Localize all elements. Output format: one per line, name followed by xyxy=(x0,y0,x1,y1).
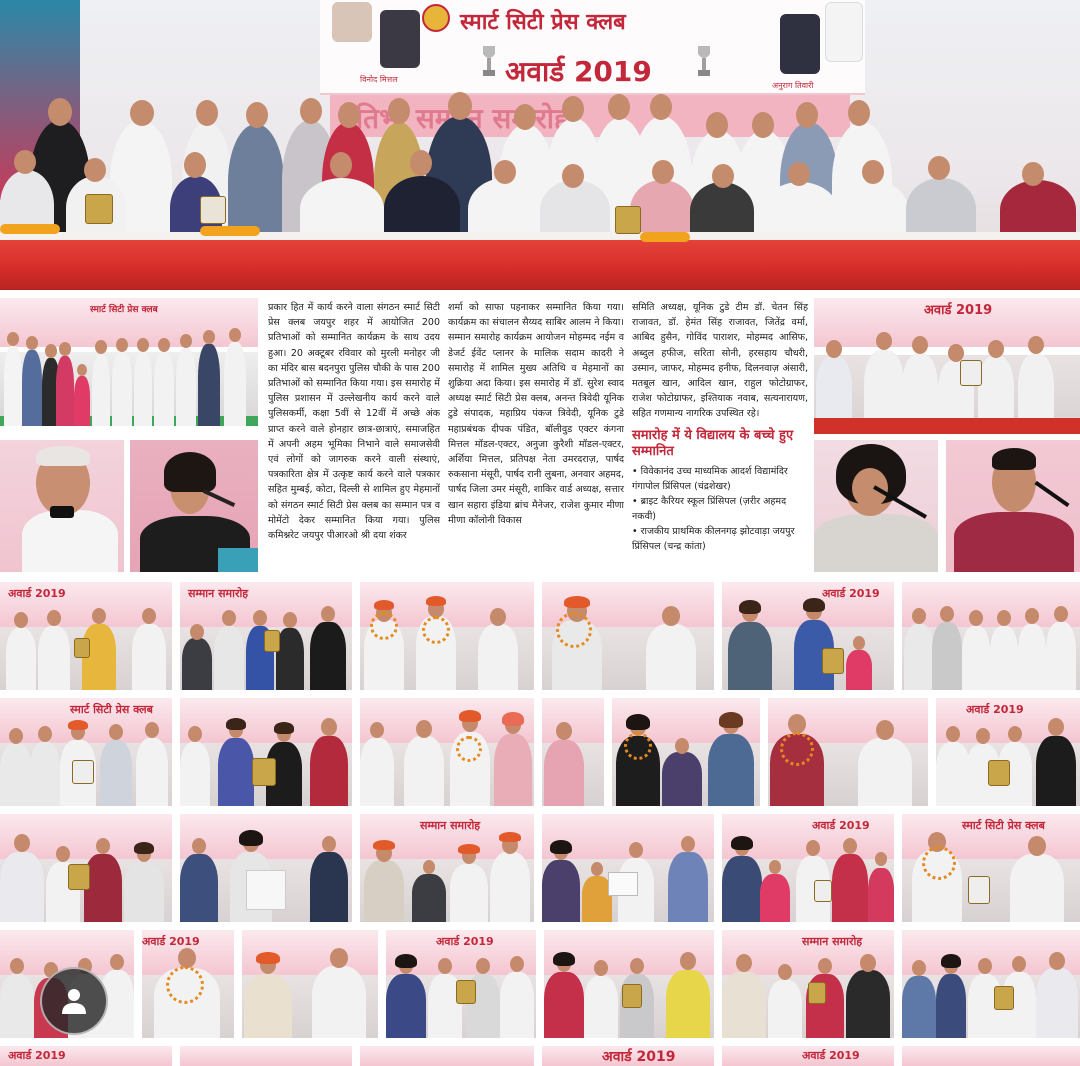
article-column-2 xyxy=(448,300,624,528)
banner-subtitle: प्रतिभा xyxy=(340,102,407,135)
article-text: समिति अध्यक्ष, यूनिक टुडे टीम डॉ. चेतन सिंह राजावत, डॉ. हेमंत सिंह राजावत, जितेंद्र वर्मा, आबिद हुसैन, गोविंद पाराशर, मोहम्मद आसिफ, अब्दुल हफीज, सरिता सोनी, हरसहाय चौधरी, उस्मान, जाफर, मोहम्मद हनीफ, दिलनवाज़ अंसारी, मतबूल खान, आदिल खान, राहुल फोटोग्राफर, राजेश फोटोग्राफर, इश्तियाक नवाब, सत्यनारायण, सहित गणमान्य नागरिक उपस्थित रहे। xyxy=(632,302,808,420)
speaker-photo-man-maroon xyxy=(946,440,1080,572)
thumb-banner-text: अवार्ड 2019 xyxy=(8,1049,66,1062)
group-photo-left xyxy=(0,298,258,426)
trophy-icon xyxy=(480,44,498,78)
thumb-photo xyxy=(902,1046,1080,1066)
banner-caption-right: अनुराग तिवारी xyxy=(772,81,814,90)
stage-table xyxy=(0,232,1080,290)
thumb-banner-text: अवार्ड 2019 xyxy=(602,1049,676,1065)
thumb-photo xyxy=(936,698,1080,806)
thumb-photo xyxy=(722,582,894,690)
banner-portrait xyxy=(380,10,420,68)
article-column-3 xyxy=(632,300,808,554)
thumb-photo xyxy=(360,814,534,922)
thumb-photo xyxy=(542,582,714,690)
bullet-item: • राजकीय प्राथमिक कीलनगढ़ झोटवाड़ा जयपुर प्रिंसिपल (चन्द्र कांता) xyxy=(632,525,795,552)
banner-award: अवार्ड 2019 xyxy=(505,55,652,88)
thumb-photo xyxy=(902,930,1080,1038)
thumb-photo xyxy=(180,582,352,690)
thumb-photo xyxy=(360,582,534,690)
thumb-photo xyxy=(180,814,352,922)
thumb-photo xyxy=(0,582,172,690)
thumb-photo xyxy=(0,814,172,922)
thumb-photo xyxy=(902,582,1080,690)
article-text: शर्मा को साफा पहनाकर सम्मानित किया गया। कार्यक्रम का संचालन सैय्यद साबिर आलम ने किया। सम्मान समारोह कार्यक्रम आयोजन मोहम्मद नईम व डेजर्ट ईवेंट प्लानर के मालिक सदाम कादरी ने समारोह में शामिल मुख्य अतिथि व मेहमानों का शुक्रिया अदा किया। इस समारोह में डॉ. सुरेश स्वाद अध्यक्ष स्मार्ट सिटी प्रेस क्लब, अनन्त त्रिवेदी यूनिक टुडे संपादक, महाप्रिय पंकज त्रिवेदी, यूनिक टुडे महाप्रबंधक दीपक पंडित, बॉलीवुड एक्टर कंगना मित्तल मॉडल-एक्टर, अनुजा कुरैशी मॉडल-एक्टर, अर्शिया मित्तल, प्रतिपक्ष नेता उमरदराज़, पार्षद रुकसाना मंसूरी, पार्षद रानी लुबना, अनवार अहमद, पार्षद जिला उमर मंसूरी, शाकिर वार्ड अध्यक्ष, सत्तार खान सहारा इंडिया ब्रांच मैनेजर, राजेश कुमार मीणा मीणा कॉलोनी विकास xyxy=(448,302,624,526)
thumb-photo xyxy=(542,1046,714,1066)
event-banner xyxy=(320,0,865,95)
thumb-banner-text: अवार्ड 2019 xyxy=(142,935,200,948)
section-subheading: समारोह में ये विद्यालय के बच्चे हुए सम्मानित xyxy=(632,427,794,459)
banner-caption-left: विनोद मित्तल xyxy=(360,75,398,84)
thumb-banner-text: स्मार्ट सिटी प्रेस क्लब xyxy=(70,703,153,716)
thumb-photo xyxy=(768,698,928,806)
thumb-banner-text: अवार्ड 2019 xyxy=(822,587,880,600)
thumb-banner-text: स्मार्ट सिटी प्रेस क्लब xyxy=(90,305,158,315)
person-icon xyxy=(57,984,91,1018)
thumb-photo xyxy=(242,930,378,1038)
speaker-photo-elder xyxy=(0,440,124,572)
thumb-photo xyxy=(722,1046,894,1066)
bullet-item: • विवेकानंद उच्च माध्यमिक आदर्श विद्यामंदिर गंगापोल प्रिंसिपल (चंद्रशेखर) xyxy=(632,465,788,492)
thumb-photo xyxy=(542,814,714,922)
banner-portrait xyxy=(332,2,372,42)
hero-group-photo xyxy=(0,0,1080,290)
speaker-photo-man-long-hair xyxy=(814,440,938,572)
thumb-banner-text: सम्मान समारोह xyxy=(802,935,863,948)
thumb-banner-text: अवार्ड 2019 xyxy=(436,935,494,948)
thumb-banner-text: अवार्ड 2019 xyxy=(8,587,66,600)
club-logo-icon xyxy=(422,4,450,32)
thumb-photo xyxy=(612,698,760,806)
thumb-photo xyxy=(542,698,604,806)
thumb-photo xyxy=(544,930,714,1038)
thumb-photo xyxy=(180,1046,352,1066)
speaker-photo-woman xyxy=(130,440,258,572)
thumb-photo xyxy=(722,814,894,922)
thumb-photo xyxy=(180,698,352,806)
trophy-icon xyxy=(695,44,713,78)
thumb-photo xyxy=(360,698,534,806)
thumb-banner-text: अवार्ड 2019 xyxy=(966,703,1024,716)
banner-portrait xyxy=(780,14,820,74)
thumb-photo xyxy=(902,814,1080,922)
profile-avatar-button[interactable] xyxy=(40,967,108,1035)
banner-title: स्मार्ट सिटी प्रेस क्लब xyxy=(460,10,626,35)
thumb-photo xyxy=(360,1046,534,1066)
thumb-photo xyxy=(0,698,172,806)
banner-portrait xyxy=(825,2,863,62)
bullet-item: • ब्राइट कैरियर स्कूल प्रिंसिपल (ज़रीर अहमद नकवी) xyxy=(632,495,787,522)
thumb-banner-text: अवार्ड 2019 xyxy=(812,819,870,832)
thumb-photo xyxy=(722,930,894,1038)
thumb-banner-text: अवार्ड 2019 xyxy=(802,1049,860,1062)
thumb-banner-text: सम्मान समारोह xyxy=(420,819,481,832)
thumb-photo xyxy=(142,930,234,1038)
award-photo-right xyxy=(814,298,1080,434)
thumb-photo xyxy=(0,1046,172,1066)
thumb-banner-text: सम्मान समारोह xyxy=(188,587,249,600)
thumb-banner-text: स्मार्ट सिटी प्रेस क्लब xyxy=(962,819,1045,832)
thumb-banner-text: अवार्ड 2019 xyxy=(924,303,993,318)
article-column-1 xyxy=(268,300,440,543)
thumb-photo xyxy=(386,930,536,1038)
article-text: प्रकार हित में कार्य करने वाला संगठन स्मार्ट सिटी प्रेस क्लब जयपुर शहर में आयोजित 200 प्रतिभाओं को सम्मानित कार्यक्रम के साथ उदय हुआ। 20 अक्टूबर रविवार को मुरली मनोहर जी का मंदिर बास बदनपुरा पुलिस चौकी के पास 200 प्रतिभाओं को सम्मानित किया गया। इस समारोह में पुलिस प्रशासन में उल्लेखनीय कार्य करने वाले पुलिसकर्मी, कक्षा 5वीं से 12वीं में अच्छे अंक प्राप्त करने वाले होनहार छात्र-छात्राएं, समाजहित में अपनी अहम भूमिका निभाने वाले समाजसेवी एवं लोगों को जागरुक करने वाली संस्थाएं, पत्रकारिता क्षेत्र में उत्कृष्ट कार्य करने वाले पत्रकार सहित मुम्बई, कोटा, दिल्ली से शामिल हुए मेहमानों को संगठन स्मार्ट सिटी प्रेस क्लब का सम्मान पत्र व मोमेंटो देकर सम्मानित किया गया। पुलिस कमिश्नरेट जयपुर पीआरओ श्री दया शंकर xyxy=(268,302,440,542)
